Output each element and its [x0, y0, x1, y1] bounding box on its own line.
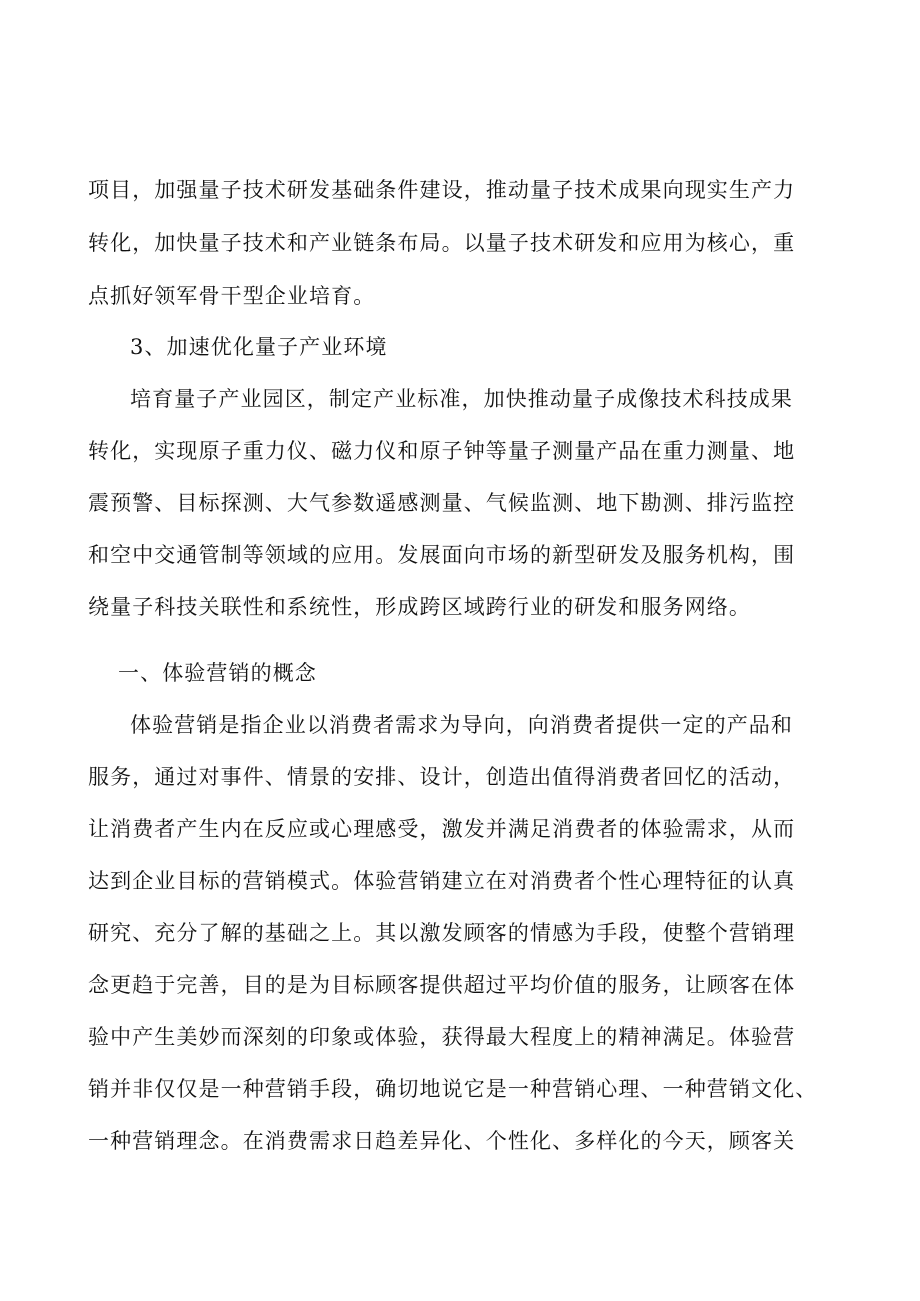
paragraph-line: 让消费者产生内在反应或心理感受，激发并满足消费者的体验需求，从而 — [88, 817, 796, 841]
paragraph-line: 体验营销是指企业以消费者需求为导向，向消费者提供一定的产品和 — [130, 713, 793, 737]
section-heading: 3、加速优化量子产业环境 — [130, 335, 388, 359]
paragraph-line: 和空中交通管制等领域的应用。发展面向市场的新型研发及服务机构，围 — [88, 543, 796, 567]
paragraph-line: 项目，加强量子技术研发基础条件建设，推动量子技术成果向现实生产力 — [88, 178, 796, 202]
paragraph-line: 转化，加快量子技术和产业链条布局。以量子技术研发和应用为核心，重 — [88, 231, 796, 255]
paragraph-line: 一种营销理念。在消费需求日趋差异化、个性化、多样化的今天，顾客关 — [88, 1129, 796, 1153]
paragraph-line: 服务，通过对事件、情景的安排、设计，创造出值得消费者回忆的活动， — [88, 765, 796, 789]
paragraph-line: 绕量子科技关联性和系统性，形成跨区域跨行业的研发和服务网络。 — [88, 595, 751, 619]
paragraph-line: 震预警、目标探测、大气参数遥感测量、气候监测、地下勘测、排污监控 — [88, 491, 796, 515]
paragraph-line: 研究、充分了解的基础之上。其以激发顾客的情感为手段，使整个营销理 — [88, 921, 796, 945]
paragraph-line: 念更趋于完善，目的是为目标顾客提供超过平均价值的服务，让顾客在体 — [88, 973, 796, 997]
paragraph-line: 转化，实现原子重力仪、磁力仪和原子钟等量子测量产品在重力测量、地 — [88, 439, 796, 463]
paragraph-line: 销并非仅仅是一种营销手段，确切地说它是一种营销心理、一种营销文化、 — [88, 1077, 818, 1101]
paragraph-line: 培育量子产业园区，制定产业标准，加快推动量子成像技术科技成果 — [130, 387, 793, 411]
section-heading: 一、体验营销的概念 — [118, 661, 317, 685]
paragraph-line: 点抓好领军骨干型企业培育。 — [88, 284, 376, 308]
paragraph-line: 验中产生美妙而深刻的印象或体验，获得最大程度上的精神满足。体验营 — [88, 1025, 796, 1049]
paragraph-line: 达到企业目标的营销模式。体验营销建立在对消费者个性心理特征的认真 — [88, 869, 796, 893]
